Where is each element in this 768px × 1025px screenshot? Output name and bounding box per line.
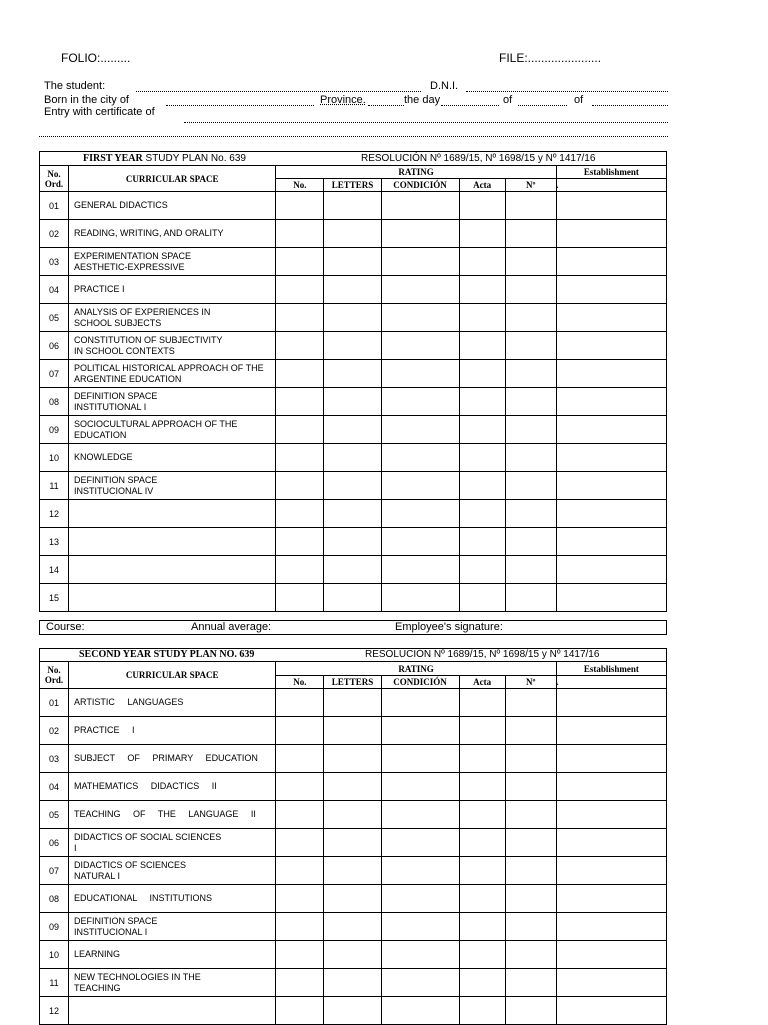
order-number: 07 (40, 857, 69, 885)
condicion-cell[interactable] (381, 969, 459, 997)
order-number: 03 (40, 745, 69, 773)
acta-cell[interactable] (459, 556, 505, 584)
no-header: No. (276, 676, 324, 689)
table-row (40, 220, 667, 248)
acta-cell[interactable] (459, 913, 505, 941)
fecha-cell[interactable] (556, 885, 666, 913)
condicion-cell[interactable] (381, 857, 459, 885)
rating-no-cell[interactable] (276, 941, 324, 969)
acta-cell[interactable] (459, 528, 505, 556)
rating-no-cell[interactable] (276, 556, 324, 584)
acta-cell[interactable] (459, 304, 505, 332)
acta-header: Acta (459, 676, 505, 689)
acta-cell[interactable] (459, 388, 505, 416)
rating-letters-cell[interactable] (324, 829, 381, 857)
curricular-space-cell: KNOWLEDGE (69, 444, 276, 472)
first-year-title: FIRST YEAR STUDY PLAN No. 639 (83, 152, 246, 164)
fecha-cell[interactable] (556, 829, 666, 857)
fecha-header (556, 179, 666, 192)
fecha-cell[interactable] (556, 717, 666, 745)
second-year-resolution: RESOLUCIÓN Nº 1689/15, Nº 1698/15 y Nº 1417/16 (365, 649, 600, 660)
curricular-space-cell: POLITICAL HISTORICAL APPROACH OF THE ARGENTINE EDUCATION (69, 360, 276, 388)
table-row (40, 969, 667, 997)
condicion-cell[interactable] (381, 220, 459, 248)
order-number: 12 (40, 997, 69, 1025)
acta-number-cell[interactable] (505, 332, 556, 360)
condicion-cell[interactable] (381, 773, 459, 801)
rating-letters-cell[interactable] (324, 689, 381, 717)
rating-no-cell[interactable] (276, 773, 324, 801)
table-row (40, 416, 667, 444)
rating-letters-cell[interactable] (324, 528, 381, 556)
rating-letters-cell[interactable] (324, 885, 381, 913)
rating-no-cell[interactable] (276, 584, 324, 612)
rating-letters-cell[interactable] (324, 360, 381, 388)
acta-number-cell[interactable] (505, 689, 556, 717)
acta-number-cell[interactable] (505, 528, 556, 556)
rating-letters-cell[interactable] (324, 304, 381, 332)
curricular-space-cell: NEW TECHNOLOGIES IN THE TEACHING (69, 969, 276, 997)
order-number: 09 (40, 913, 69, 941)
order-number: 02 (40, 717, 69, 745)
rating-letters-cell[interactable] (324, 584, 381, 612)
curricular-space-cell: DIDACTICS OF SCIENCES NATURAL I (69, 857, 276, 885)
the-day-label: the day (404, 94, 441, 106)
course-label: Course: (46, 621, 85, 633)
table-row (40, 276, 667, 304)
rating-letters-cell[interactable] (324, 220, 381, 248)
curricular-space-cell: DEFINITION SPACE INSTITUCIONAL I (69, 913, 276, 941)
condicion-cell[interactable] (381, 801, 459, 829)
curricular-space-header: CURRICULAR SPACE (69, 662, 276, 689)
order-number: 08 (40, 388, 69, 416)
rating-no-cell[interactable] (276, 885, 324, 913)
table-row (40, 472, 667, 500)
fecha-cell[interactable] (556, 584, 666, 612)
order-number: 13 (40, 528, 69, 556)
table-row (40, 885, 667, 913)
acta-cell[interactable] (459, 689, 505, 717)
table-row (40, 444, 667, 472)
second-year-title-bar (40, 649, 667, 662)
order-number: 04 (40, 276, 69, 304)
rating-no-cell[interactable] (276, 220, 324, 248)
acta-number-cell[interactable] (505, 416, 556, 444)
condicion-cell[interactable] (381, 304, 459, 332)
no-ord-header: No. Ord. (40, 166, 69, 192)
acta-cell[interactable] (459, 969, 505, 997)
curricular-space-cell: DEFINITION SPACE INSTITUTIONAL I (69, 388, 276, 416)
order-number: 10 (40, 444, 69, 472)
curricular-space-cell: PRACTICE I (69, 717, 276, 745)
acta-cell[interactable] (459, 220, 505, 248)
acta-cell[interactable] (459, 444, 505, 472)
fecha-cell[interactable] (556, 773, 666, 801)
table-row (40, 248, 667, 276)
condicion-cell[interactable] (381, 444, 459, 472)
condicion-cell[interactable] (381, 745, 459, 773)
acta-cell[interactable] (459, 500, 505, 528)
curricular-space-cell: PRACTICE I (69, 276, 276, 304)
condicion-cell[interactable] (381, 584, 459, 612)
condicion-cell[interactable] (381, 416, 459, 444)
fecha-cell[interactable] (556, 220, 666, 248)
fecha-cell[interactable] (556, 276, 666, 304)
first-year-summary-bar (39, 620, 667, 635)
table-row (40, 801, 667, 829)
acta-cell[interactable] (459, 332, 505, 360)
condicion-cell[interactable] (381, 885, 459, 913)
acta-cell[interactable] (459, 941, 505, 969)
condicion-cell[interactable] (381, 248, 459, 276)
order-number: 09 (40, 416, 69, 444)
curricular-space-cell: TEACHING OF THE LANGUAGE II (69, 801, 276, 829)
curricular-space-cell: ANALYSIS OF EXPERIENCES IN SCHOOL SUBJECTS (69, 304, 276, 332)
rating-letters-cell[interactable] (324, 248, 381, 276)
rating-letters-cell[interactable] (324, 472, 381, 500)
fecha-cell[interactable] (556, 941, 666, 969)
table-row (40, 689, 667, 717)
table-row (40, 500, 667, 528)
day-field-line[interactable] (441, 105, 499, 106)
employee-signature-label: Employee's signature: (395, 621, 503, 633)
acta-number-cell[interactable] (505, 745, 556, 773)
establishment-header: Establishment (556, 166, 666, 179)
condicion-cell[interactable] (381, 913, 459, 941)
rating-letters-cell[interactable] (324, 773, 381, 801)
rating-letters-cell[interactable] (324, 969, 381, 997)
acta-cell[interactable] (459, 997, 505, 1025)
rating-no-cell[interactable] (276, 388, 324, 416)
student-field-line[interactable] (136, 91, 421, 92)
province-label: Province. (320, 94, 366, 106)
table-row (40, 913, 667, 941)
table-row (40, 528, 667, 556)
acta-cell[interactable] (459, 472, 505, 500)
month-field-line[interactable] (518, 105, 567, 106)
acta-number-cell[interactable] (505, 248, 556, 276)
annual-average-label: Annual average: (191, 621, 272, 633)
condicion-header: CONDICIÓN (381, 676, 459, 689)
order-number: 14 (40, 556, 69, 584)
curricular-space-cell: MATHEMATICS DIDACTICS II (69, 773, 276, 801)
rating-letters-cell[interactable] (324, 857, 381, 885)
condicion-cell[interactable] (381, 332, 459, 360)
fecha-cell[interactable] (556, 500, 666, 528)
order-number: 08 (40, 885, 69, 913)
order-number: 05 (40, 801, 69, 829)
rating-letters-cell[interactable] (324, 745, 381, 773)
curricular-space-cell (69, 997, 276, 1025)
acta-number-cell[interactable] (505, 556, 556, 584)
rating-no-cell[interactable] (276, 192, 324, 220)
order-number: 02 (40, 220, 69, 248)
acta-number-cell[interactable] (505, 829, 556, 857)
curricular-space-cell: ARTISTIC LANGUAGES (69, 689, 276, 717)
rating-letters-cell[interactable] (324, 192, 381, 220)
fecha-cell[interactable] (556, 192, 666, 220)
acta-cell[interactable] (459, 192, 505, 220)
acta-number-cell[interactable] (505, 444, 556, 472)
rating-no-cell[interactable] (276, 276, 324, 304)
rating-no-cell[interactable] (276, 444, 324, 472)
curricular-space-header: CURRICULAR SPACE (69, 166, 276, 192)
entry-label: Entry with certificate of (44, 106, 155, 118)
acta-cell[interactable] (459, 745, 505, 773)
acta-cell[interactable] (459, 773, 505, 801)
fecha-cell[interactable] (556, 969, 666, 997)
table-row (40, 997, 667, 1025)
rating-letters-cell[interactable] (324, 913, 381, 941)
curricular-space-cell (69, 584, 276, 612)
second-year-title: SECOND YEAR STUDY PLAN NO. 639 (79, 649, 255, 660)
of-label-1: of (503, 94, 513, 106)
fecha-cell[interactable] (556, 801, 666, 829)
acta-number-cell[interactable] (505, 500, 556, 528)
order-number: 01 (40, 689, 69, 717)
acta-number-cell[interactable] (505, 885, 556, 913)
rating-no-cell[interactable] (276, 416, 324, 444)
fecha-cell[interactable] (556, 388, 666, 416)
order-number: 10 (40, 941, 69, 969)
rating-no-cell[interactable] (276, 913, 324, 941)
first-year-resolution: RESOLUCIÓN Nº 1689/15, Nº 1698/15 y Nº 1417/16 (361, 152, 596, 164)
table-row (40, 941, 667, 969)
rating-letters-cell[interactable] (324, 500, 381, 528)
table-row (40, 360, 667, 388)
condicion-cell[interactable] (381, 388, 459, 416)
curricular-space-cell: DIDACTICS OF SOCIAL SCIENCES I (69, 829, 276, 857)
condicion-cell[interactable] (381, 717, 459, 745)
year-field-line[interactable] (592, 105, 668, 106)
curricular-space-cell: GENERAL DIDACTICS (69, 192, 276, 220)
table-row (40, 584, 667, 612)
fecha-cell[interactable] (556, 332, 666, 360)
order-number: 06 (40, 332, 69, 360)
rating-no-cell[interactable] (276, 857, 324, 885)
fecha-cell[interactable] (556, 360, 666, 388)
acta-cell[interactable] (459, 717, 505, 745)
table-row (40, 192, 667, 220)
rating-no-cell[interactable] (276, 969, 324, 997)
table-row (40, 745, 667, 773)
acta-cell[interactable] (459, 801, 505, 829)
order-number: 12 (40, 500, 69, 528)
condicion-cell[interactable] (381, 500, 459, 528)
acta-cell[interactable] (459, 248, 505, 276)
curricular-space-cell: LEARNING (69, 941, 276, 969)
acta-cell[interactable] (459, 360, 505, 388)
condicion-header: CONDICIÓN (381, 179, 459, 192)
rating-no-cell[interactable] (276, 360, 324, 388)
acta-number-cell[interactable] (505, 941, 556, 969)
table-row (40, 556, 667, 584)
fecha-cell[interactable] (556, 472, 666, 500)
rating-letters-cell[interactable] (324, 416, 381, 444)
entry-field-line-2[interactable] (39, 136, 668, 137)
second-year-table (39, 648, 667, 1025)
condicion-cell[interactable] (381, 556, 459, 584)
order-number: 15 (40, 584, 69, 612)
rating-no-cell[interactable] (276, 717, 324, 745)
acta-cell[interactable] (459, 857, 505, 885)
table-row (40, 388, 667, 416)
curricular-space-cell: DEFINITION SPACE INSTITUCIONAL IV (69, 472, 276, 500)
letters-header: LETTERS (324, 179, 381, 192)
order-number: 04 (40, 773, 69, 801)
curricular-space-cell: EDUCATIONAL INSTITUTIONS (69, 885, 276, 913)
file-label: FILE:...................... (499, 51, 602, 65)
acta-cell[interactable] (459, 276, 505, 304)
fecha-header (556, 676, 666, 689)
acta-number-cell[interactable] (505, 388, 556, 416)
order-number: 11 (40, 969, 69, 997)
rating-no-cell[interactable] (276, 248, 324, 276)
condicion-cell[interactable] (381, 528, 459, 556)
table-row (40, 717, 667, 745)
establishment-header: Establishment (556, 662, 666, 676)
rating-no-cell[interactable] (276, 829, 324, 857)
student-label: The student: (44, 80, 106, 92)
acta-number-cell[interactable] (505, 360, 556, 388)
fecha-cell[interactable] (556, 304, 666, 332)
order-number: 03 (40, 248, 69, 276)
province-field-line[interactable] (368, 105, 404, 106)
of-label-2: of (574, 94, 584, 106)
acta-number-cell[interactable] (505, 220, 556, 248)
rating-letters-cell[interactable] (324, 717, 381, 745)
rating-letters-cell[interactable] (324, 556, 381, 584)
condicion-cell[interactable] (381, 829, 459, 857)
condicion-cell[interactable] (381, 192, 459, 220)
fecha-cell[interactable] (556, 689, 666, 717)
acta-number-cell[interactable] (505, 997, 556, 1025)
table-row (40, 304, 667, 332)
rating-no-cell[interactable] (276, 304, 324, 332)
fecha-cell[interactable] (556, 248, 666, 276)
acta-number-cell[interactable] (505, 304, 556, 332)
rating-no-cell[interactable] (276, 472, 324, 500)
rating-no-cell[interactable] (276, 745, 324, 773)
rating-letters-cell[interactable] (324, 388, 381, 416)
table-row (40, 829, 667, 857)
acta-number-cell[interactable] (505, 913, 556, 941)
dni-label: D.N.I. (430, 80, 459, 92)
curricular-space-cell (69, 500, 276, 528)
rating-header: RATING (276, 166, 556, 179)
dni-field-line[interactable] (466, 91, 668, 92)
first-year-title-bar (40, 152, 667, 166)
no-header: No. (276, 179, 324, 192)
rating-no-cell[interactable] (276, 689, 324, 717)
acta-number-cell[interactable] (505, 584, 556, 612)
acta-number-cell[interactable] (505, 472, 556, 500)
acta-number-cell[interactable] (505, 717, 556, 745)
curricular-space-cell (69, 556, 276, 584)
order-number: 01 (40, 192, 69, 220)
fecha-cell[interactable] (556, 444, 666, 472)
fecha-cell[interactable] (556, 997, 666, 1025)
acta-number-cell[interactable] (505, 276, 556, 304)
fecha-cell[interactable] (556, 745, 666, 773)
acta-cell[interactable] (459, 829, 505, 857)
first-year-table (39, 151, 667, 612)
rating-no-cell[interactable] (276, 801, 324, 829)
rating-header: RATING (276, 662, 556, 676)
acta-header: Acta (459, 179, 505, 192)
curricular-space-cell: READING, WRITING, AND ORALITY (69, 220, 276, 248)
rating-letters-cell[interactable] (324, 801, 381, 829)
curricular-space-cell: SUBJECT OF PRIMARY EDUCATION (69, 745, 276, 773)
order-number: 11 (40, 472, 69, 500)
rating-no-cell[interactable] (276, 997, 324, 1025)
rating-no-cell[interactable] (276, 500, 324, 528)
condicion-cell[interactable] (381, 689, 459, 717)
n-header: Nº (505, 676, 556, 689)
table-row (40, 857, 667, 885)
rating-letters-cell[interactable] (324, 444, 381, 472)
rating-no-cell[interactable] (276, 528, 324, 556)
table-row (40, 332, 667, 360)
rating-no-cell[interactable] (276, 332, 324, 360)
curricular-space-cell: SOCIOCULTURAL APPROACH OF THE EDUCATION (69, 416, 276, 444)
condicion-cell[interactable] (381, 472, 459, 500)
rating-letters-cell[interactable] (324, 276, 381, 304)
fecha-cell[interactable] (556, 556, 666, 584)
fecha-cell[interactable] (556, 528, 666, 556)
curricular-space-cell: EXPERIMENTATION SPACE AESTHETIC-EXPRESSIVE (69, 248, 276, 276)
acta-number-cell[interactable] (505, 801, 556, 829)
fecha-cell[interactable] (556, 913, 666, 941)
acta-cell[interactable] (459, 416, 505, 444)
fecha-cell[interactable] (556, 857, 666, 885)
acta-number-cell[interactable] (505, 192, 556, 220)
fecha-cell[interactable] (556, 416, 666, 444)
acta-cell[interactable] (459, 584, 505, 612)
order-number: 06 (40, 829, 69, 857)
condicion-cell[interactable] (381, 276, 459, 304)
condicion-cell[interactable] (381, 941, 459, 969)
order-number: 07 (40, 360, 69, 388)
city-field-line[interactable] (166, 105, 314, 106)
acta-number-cell[interactable] (505, 969, 556, 997)
acta-cell[interactable] (459, 885, 505, 913)
born-label: Born in the city of (44, 94, 129, 106)
no-ord-header: No. Ord. (40, 662, 69, 689)
acta-number-cell[interactable] (505, 773, 556, 801)
rating-letters-cell[interactable] (324, 997, 381, 1025)
folio-label: FOLIO:......... (61, 51, 131, 65)
condicion-cell[interactable] (381, 997, 459, 1025)
entry-field-line[interactable] (184, 122, 668, 123)
acta-number-cell[interactable] (505, 857, 556, 885)
letters-header: LETTERS (324, 676, 381, 689)
order-number: 05 (40, 304, 69, 332)
table-row (40, 773, 667, 801)
condicion-cell[interactable] (381, 360, 459, 388)
rating-letters-cell[interactable] (324, 332, 381, 360)
n-header: Nº (505, 179, 556, 192)
curricular-space-cell: CONSTITUTION OF SUBJECTIVITY IN SCHOOL CONTEXTS (69, 332, 276, 360)
rating-letters-cell[interactable] (324, 941, 381, 969)
curricular-space-cell (69, 528, 276, 556)
